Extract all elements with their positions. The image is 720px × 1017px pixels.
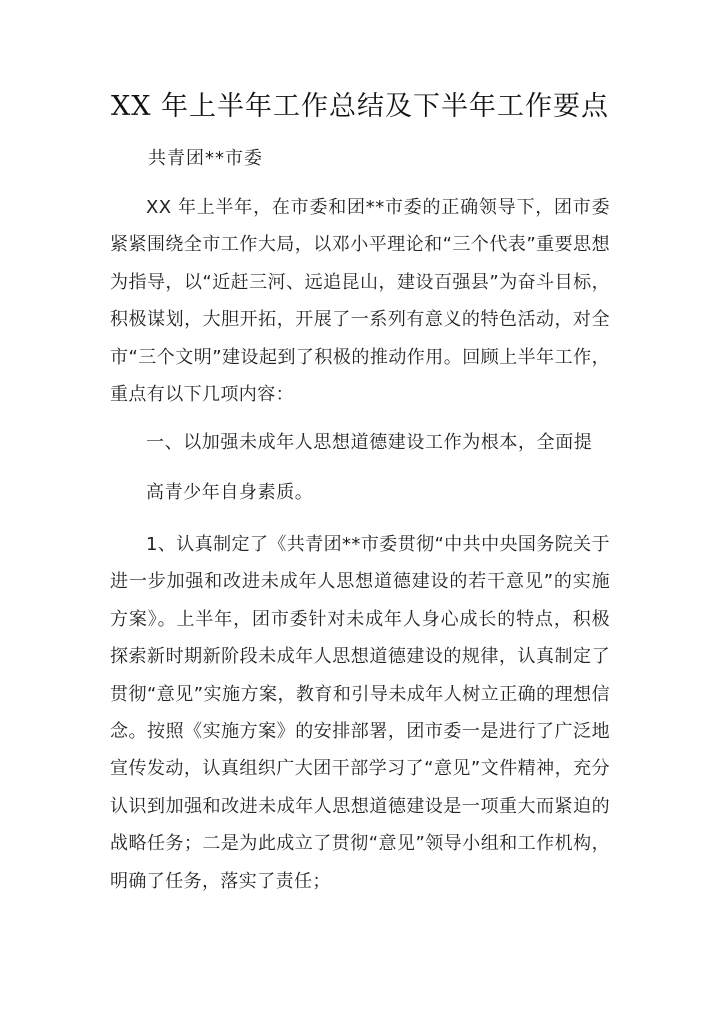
item-1-text: 1、认真制定了《共青团**市委贯彻“中共中央国务院关于进一步加强和改进未成年人思想道德建设的若干意见”的实施方案》。上半年，团市委针对未成年人身心成长的特点，积极探索新时期新阶段未成年人思想道德建设的规律，认真制定了贯彻“意见”实施方案，教育和引导未成年人树立正确的理想信念。按照《实施方案》的安排部署，团市委一是进行了广泛地宣传发动，认真组织广大团干部学习了“意见”文件精神，充分认识到加强和改进未成年人思想道德建设是一项重大而紧迫的战略任务；二是为此成立了贯彻“意见”领导小组和工作机构，明确了任务，落实了责任； <box>110 534 610 892</box>
item-1-paragraph <box>110 526 610 900</box>
section-heading-line-2: 高青少年自身素质。 <box>146 482 314 503</box>
intro-text: XX 年上半年，在市委和团**市委的正确领导下，团市委紧紧围绕全市工作大局，以邓小平理论和“三个代表”重要思想为指导，以“近赶三河、远追昆山，建设百强县”为奋斗目标，积极谋划，大胆开拓，开展了一系列有意义的特色活动，对全市“三个文明”建设起到了积极的推动作用。回顾上半年工作，重点有以下几项内容： <box>110 197 610 406</box>
document-author: 共青团**市委 <box>148 148 263 169</box>
document-title: XX 年上半年工作总结及下半年工作要点 <box>110 91 610 122</box>
intro-paragraph <box>110 189 610 413</box>
section-heading-line-1: 一、以加强未成年人思想道德建设工作为根本，全面提 <box>146 432 593 453</box>
